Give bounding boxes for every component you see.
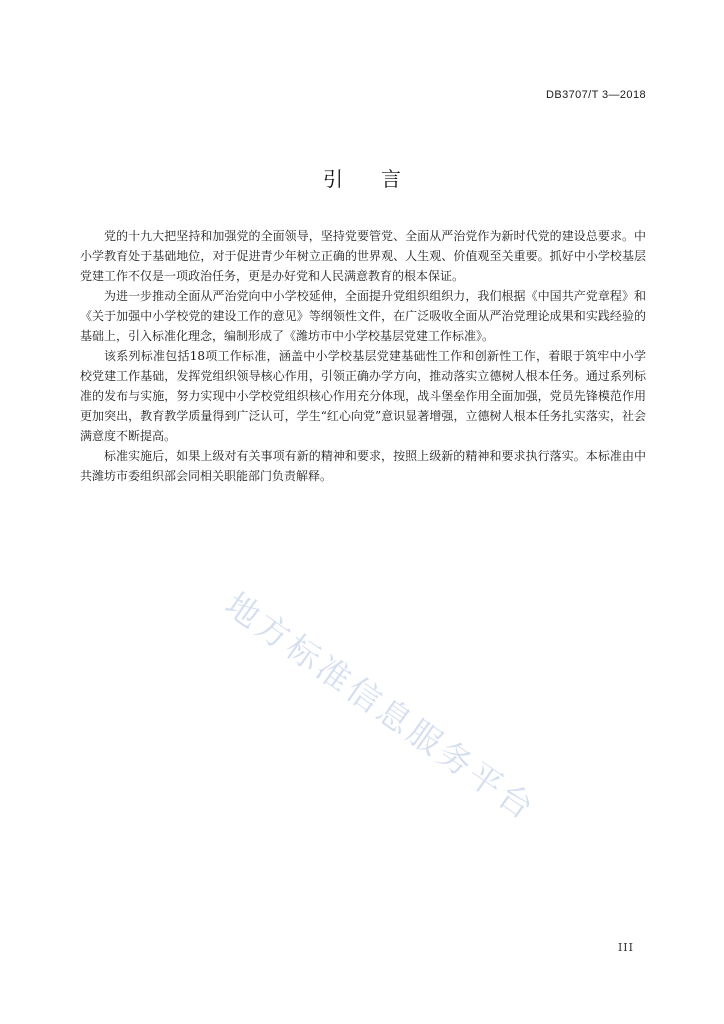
document-code: DB3707/T 3—2018 [546,89,646,101]
section-title: 引言 [323,167,439,191]
watermark: 地方标准信息服务平台 [218,584,544,829]
paragraph-4: 标准实施后，如果上级对有关事项有新的精神和要求，按照上级新的精神和要求执行落实。本标准由中共潍坊市委组织部会同相关职能部门负责解释。 [80,449,646,483]
paragraph-3: 该系列标准包括18项工作标准，涵盖中小学校基层党建基础性工作和创新性工作，着眼于筑牢中小学校党建工作基础，发挥党组织领导核心作用，引领正确办学方向，推动落实立德树人根本任务。通过系列标准的发布与实施，努力实现中小学校党组织核心作用充分体现，战斗堡垒作用全面加强，党员先锋模范作用更加突出，教育教学质量得到广泛认可，学生“红心向党”意识显著增强，立德树人根本任务扎实落实，社会满意度不断提高。 [80,349,646,443]
paragraph-1: 党的十九大把坚持和加强党的全面领导，坚持党要管党、全面从严治党作为新时代党的建设总要求。中小学教育处于基础地位，对于促进青少年树立正确的世界观、人生观、价值观至关重要。抓好中小学校基层党建工作不仅是一项政治任务，更是办好党和人民满意教育的根本保证。 [80,229,646,283]
body-text [80,226,646,486]
page-number: III [617,941,634,954]
paragraph-2: 为进一步推动全面从严治党向中小学校延伸，全面提升党组织组织力，我们根据《中国共产党章程》和《关于加强中小学校党的建设工作的意见》等纲领性文件，在广泛吸收全面从严治党理论成果和实践经验的基础上，引入标准化理念，编制形成了《潍坊市中小学校基层党建工作标准》。 [80,289,646,343]
